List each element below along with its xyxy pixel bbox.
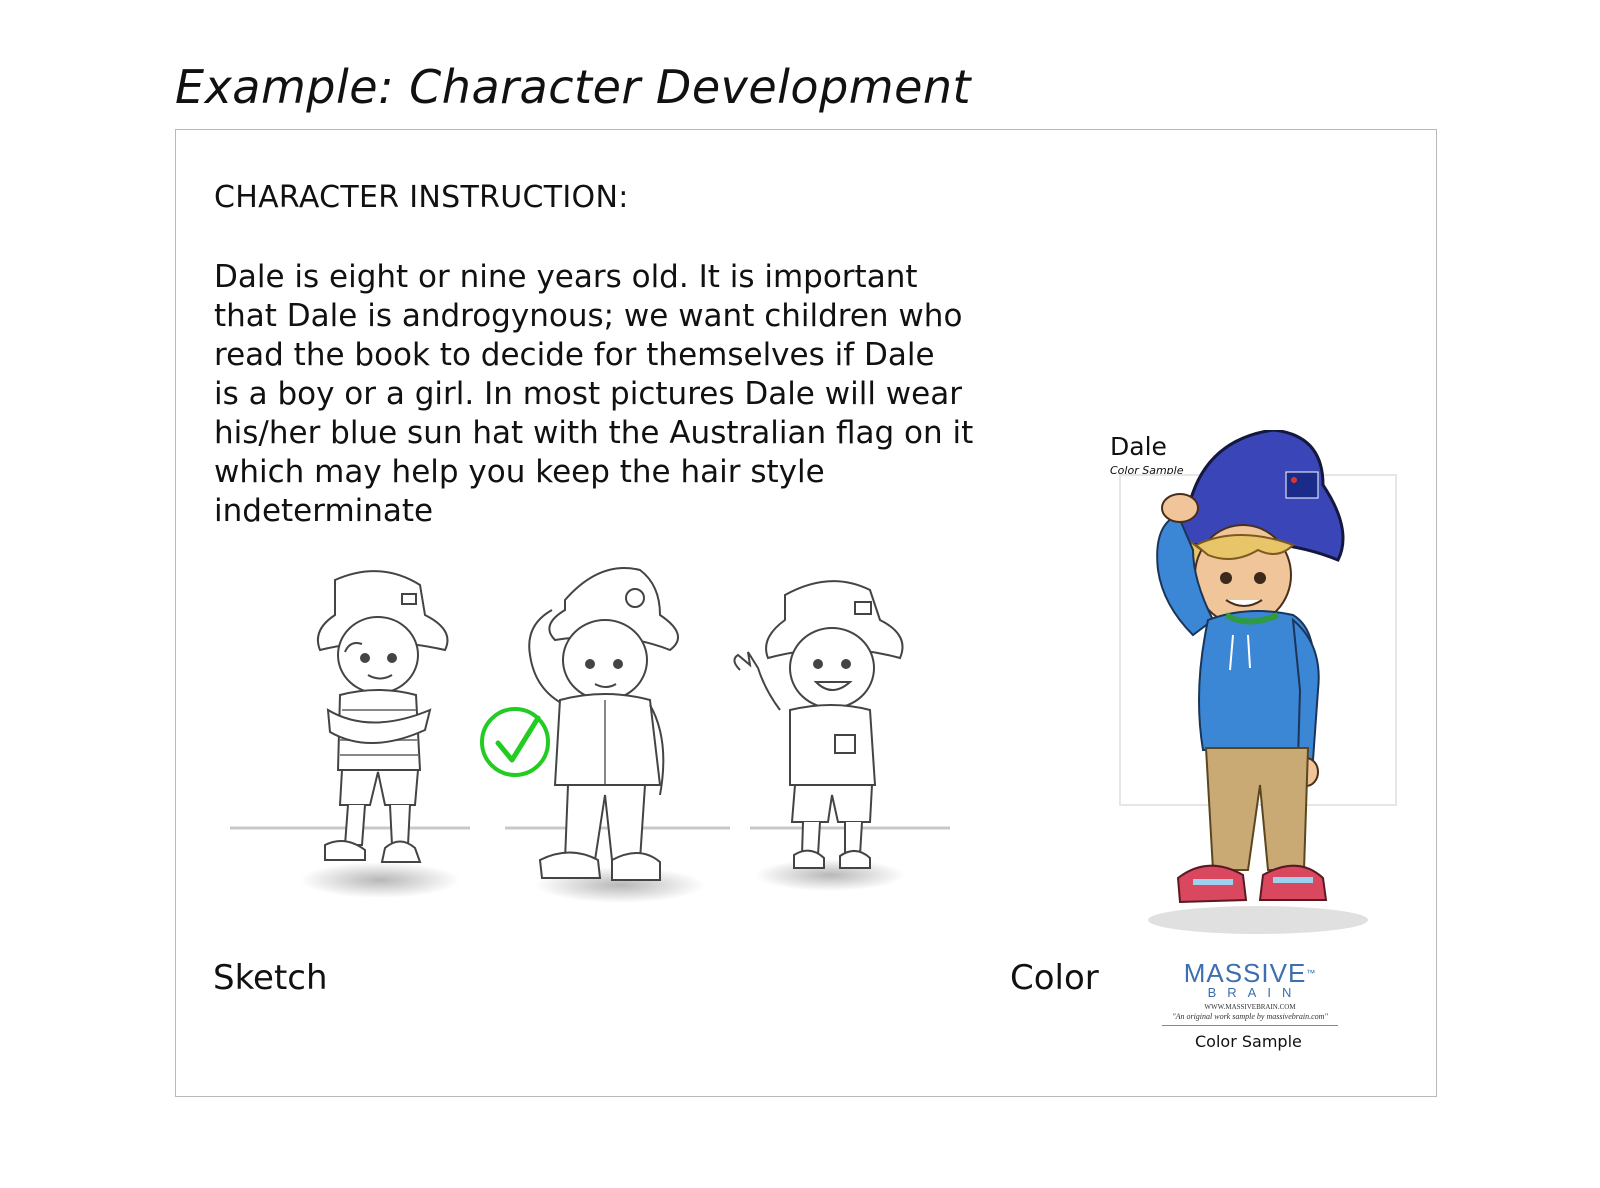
page-title: Example: Character Development [175, 60, 972, 114]
instruction-line: Dale is eight or nine years old. It is important [214, 259, 918, 295]
color-illustration [1108, 430, 1408, 940]
logo-subtitle: BRAIN [1207, 985, 1303, 1000]
sketch-figure-waving [734, 581, 905, 891]
flag-patch [1286, 472, 1318, 498]
pants [1206, 748, 1308, 870]
color-sample-caption: Color Sample [1195, 1032, 1302, 1051]
check-circle-icon [482, 709, 548, 775]
figure-shadow [1148, 906, 1368, 934]
instruction-line: indeterminate [214, 493, 434, 529]
logo-credit: "An original work sample by massivebrain.com" [1172, 1012, 1328, 1021]
instruction-line: his/her blue sun hat with the Australian flag on it [214, 415, 974, 451]
logo-wordmark: MASSIVE [1183, 958, 1307, 988]
sketch-figure-hand-on-hat [529, 568, 705, 903]
character-name: Dale [1110, 432, 1167, 461]
instruction-line: which may help you keep the hair style [214, 454, 825, 490]
logo-url: WWW.MASSIVEBRAIN.COM [1204, 1003, 1296, 1011]
sketch-illustrations [220, 560, 980, 930]
instruction-line: that Dale is androgynous; we want children who [214, 298, 963, 334]
sketch-label: Sketch [213, 958, 328, 998]
instruction-heading: CHARACTER INSTRUCTION: [214, 180, 629, 215]
massive-brain-logo [1150, 960, 1350, 1030]
instruction-body [214, 258, 1034, 531]
character-subtitle: Color Sample [1110, 464, 1184, 477]
sketch-figure-arms-crossed [300, 571, 460, 898]
color-label: Color [1010, 958, 1099, 998]
instruction-line: read the book to decide for themselves if Dale [214, 337, 935, 373]
trademark-symbol: ™ [1306, 968, 1317, 978]
instruction-line: is a boy or a girl. In most pictures Dale will wear [214, 376, 962, 412]
logo-divider [1162, 1025, 1338, 1026]
